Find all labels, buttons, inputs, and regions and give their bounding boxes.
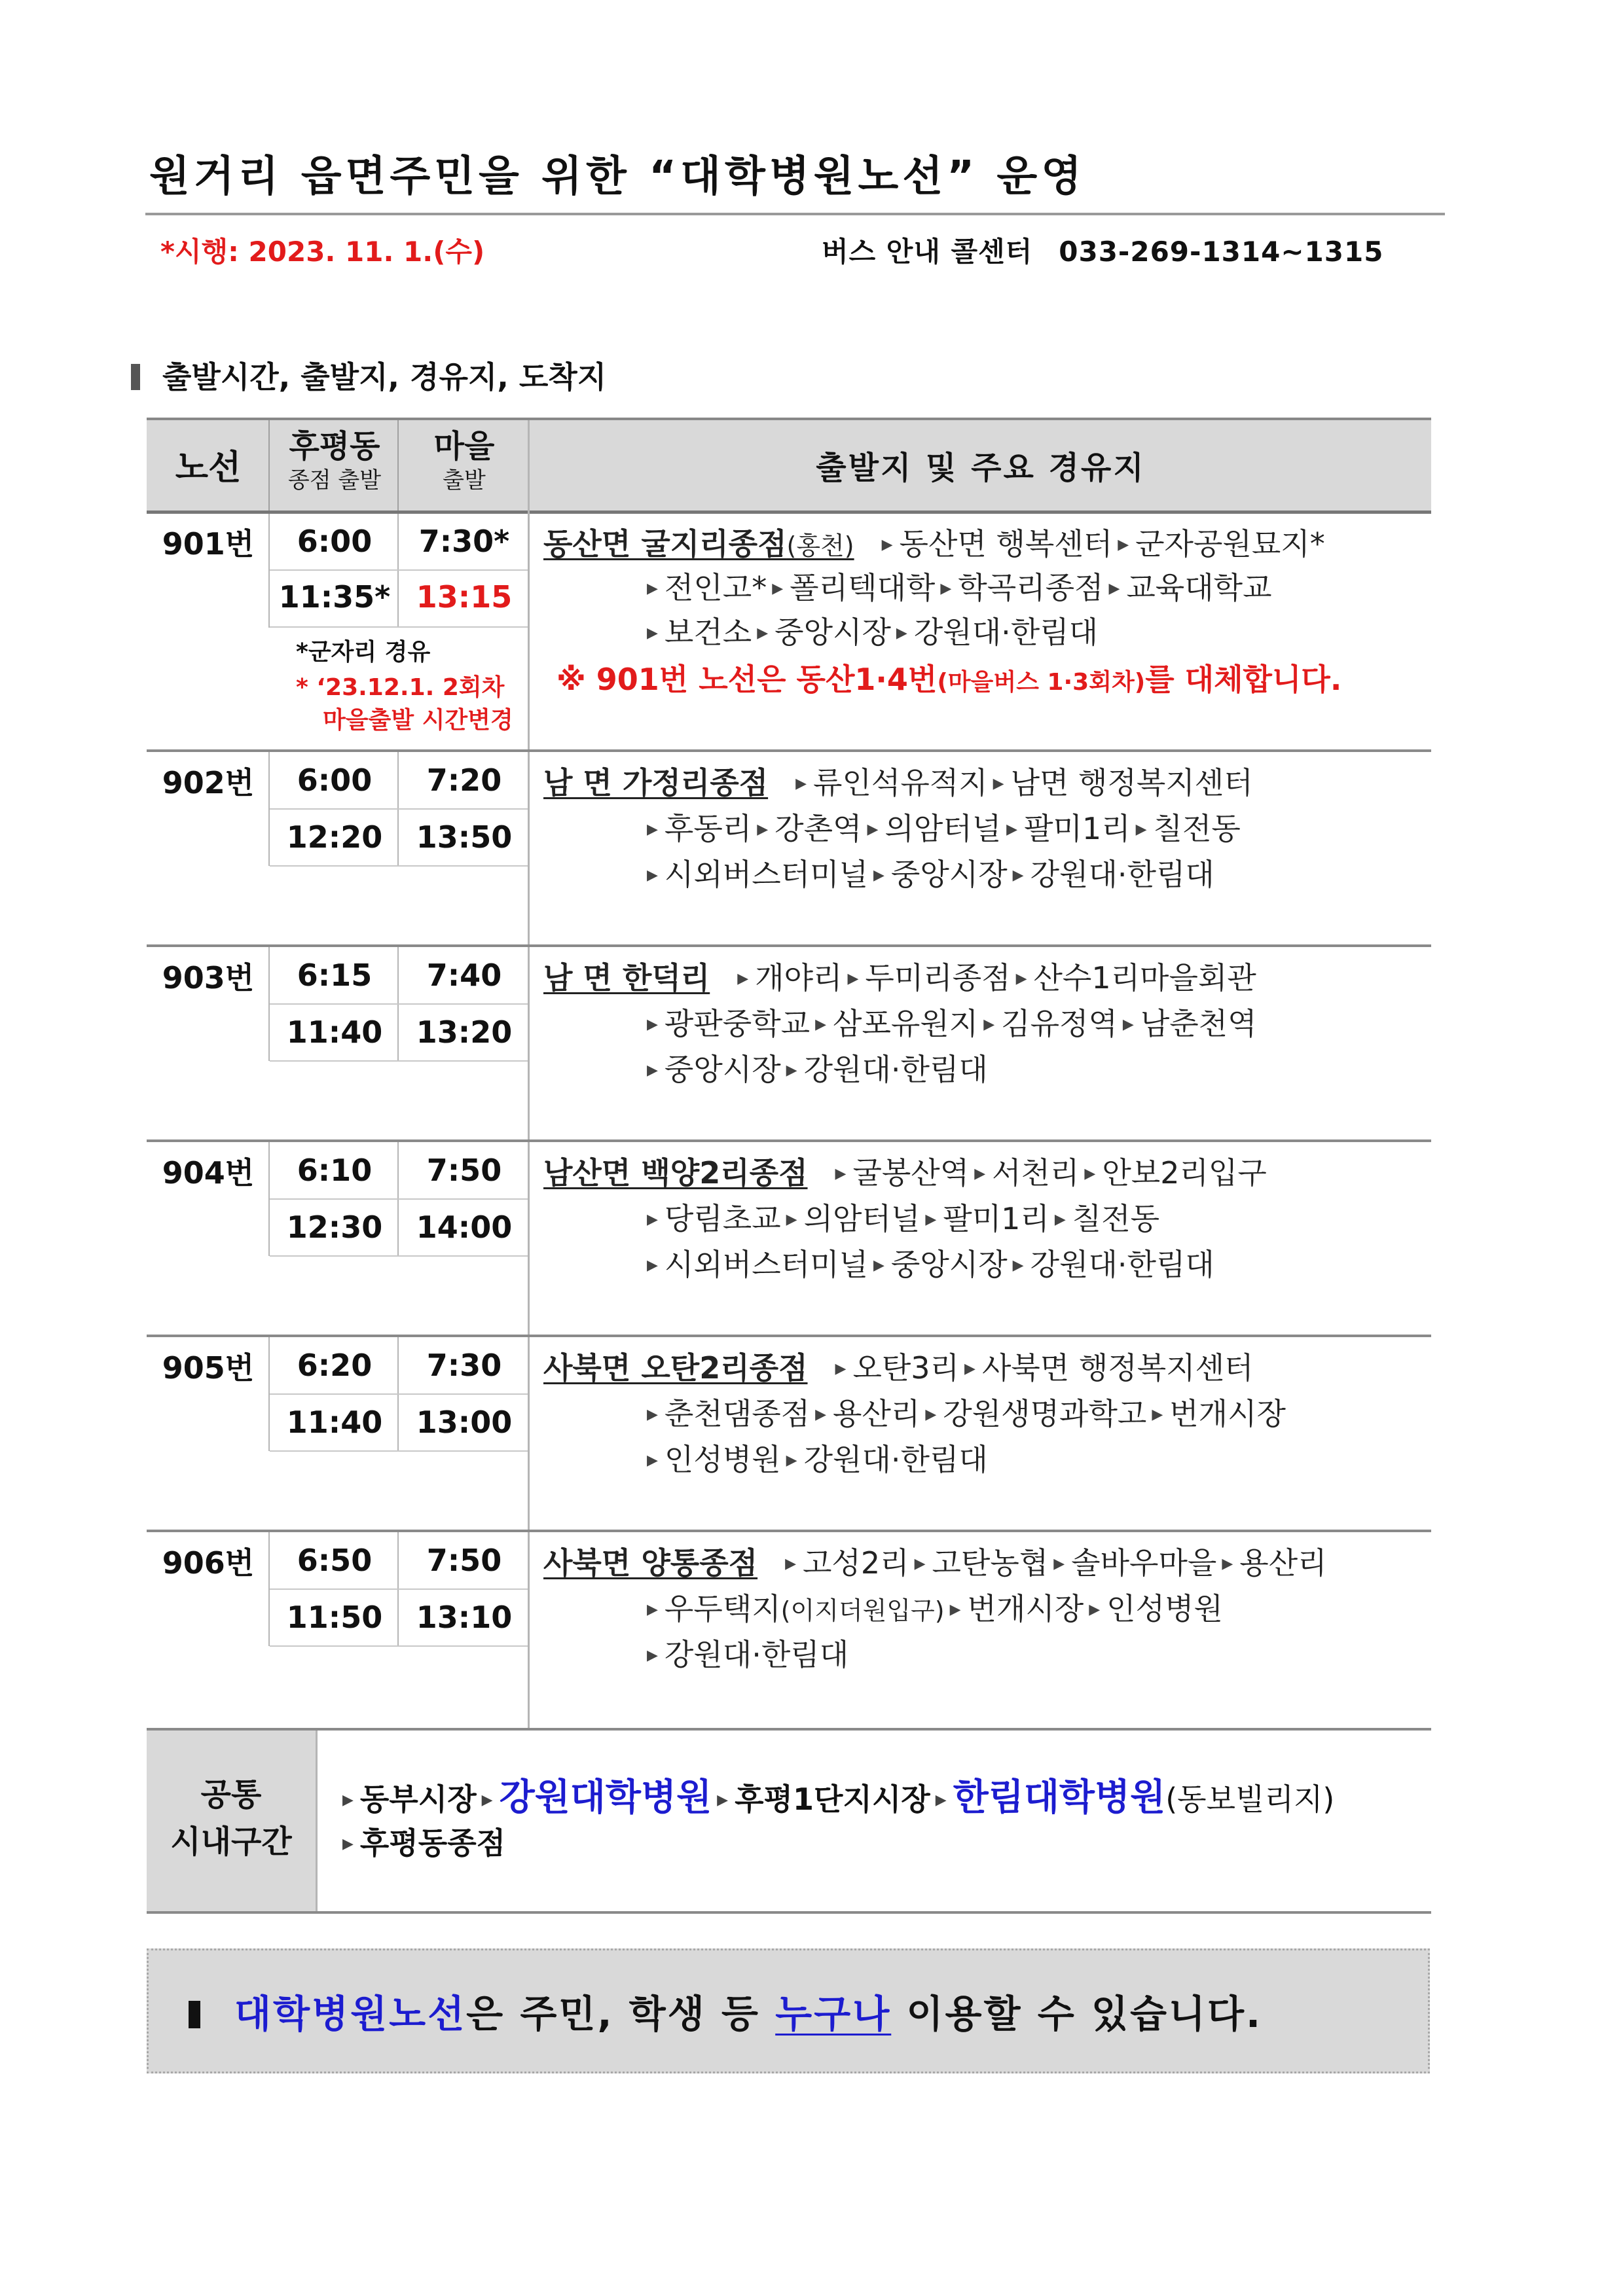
row-separator	[147, 1728, 1431, 1731]
arrow-icon: ▶	[983, 1016, 995, 1033]
stops-line	[543, 520, 1325, 564]
stop: 오탄3리	[852, 1350, 960, 1386]
stop: 동산면 행복센터	[899, 526, 1113, 562]
arrow-icon: ▶	[737, 971, 749, 987]
stop-suffix: (동보빌리지)	[1165, 1782, 1335, 1817]
stop: 남면 행정복지센터	[1010, 765, 1253, 800]
common-stops-line	[337, 1768, 1334, 1821]
stop: 남춘천역	[1140, 1006, 1257, 1041]
arrow-icon: ▶	[647, 867, 658, 884]
stops-line	[642, 1585, 1223, 1628]
arrow-icon: ▶	[974, 1166, 986, 1182]
header-hupyeong-sub: 종점 출발	[287, 467, 382, 493]
stop: 광판중학교	[664, 1006, 811, 1041]
route-note: *군자리 경유	[296, 639, 431, 666]
arrow-icon: ▶	[873, 1257, 884, 1274]
column-divider	[528, 420, 530, 1731]
stop: 굴봉산역	[852, 1155, 970, 1191]
page-title: 원거리 읍면주민을 위한 “대학병원노선” 운영	[149, 152, 1086, 201]
stop: 강원대·한림대	[803, 1442, 988, 1477]
departure-time: 13:20	[416, 1014, 513, 1050]
arrow-icon: ▶	[914, 1556, 926, 1572]
stop: 학곡리종점	[958, 570, 1104, 605]
arrow-icon: ▶	[757, 625, 769, 641]
time-cell-border	[270, 626, 528, 628]
stops-line	[642, 1046, 988, 1089]
arrow-icon: ▶	[647, 821, 658, 838]
stop: 중앙시장	[890, 857, 1008, 892]
arrow-icon: ▶	[1012, 867, 1024, 884]
stop: 강촌역	[775, 811, 862, 846]
stops-line	[543, 759, 1253, 802]
departure-time: 7:30	[426, 1348, 502, 1383]
departure-time: 13:00	[416, 1405, 513, 1440]
route-name: 903번	[162, 960, 255, 996]
time-cell-border	[270, 1393, 528, 1395]
header-village-main: 마을	[433, 428, 495, 465]
origin-stop: 사북면 양통종점	[543, 1545, 758, 1581]
stop: 의암터널	[803, 1201, 921, 1236]
effective-date: *시행: 2023. 11. 1.(수)	[160, 236, 485, 268]
arrow-icon: ▶	[786, 1062, 797, 1079]
departure-time: 14:00	[416, 1210, 513, 1245]
stop: 중앙시장	[775, 615, 891, 650]
footer-notice: 대학병원노선은 주민, 학생 등 누구나 이용할 수 있습니다.	[189, 1983, 1262, 2038]
departure-time: 13:50	[416, 819, 513, 855]
stops-line	[642, 851, 1214, 894]
stop: 사북면 행정복지센터	[981, 1350, 1254, 1386]
stop: 번개시장	[1169, 1396, 1286, 1431]
departure-time: 7:50	[426, 1543, 502, 1578]
section-heading	[131, 353, 606, 397]
arrow-icon: ▶	[835, 1361, 847, 1377]
arrow-icon: ▶	[1222, 1556, 1233, 1572]
stop: 팔미1리	[1024, 811, 1131, 846]
common-stops-line	[337, 1820, 505, 1863]
stop: 칠전동	[1153, 811, 1241, 846]
arrow-icon: ▶	[647, 581, 658, 597]
route-name: 906번	[162, 1545, 255, 1581]
arrow-icon: ▶	[1122, 1016, 1134, 1033]
stops-line	[642, 1000, 1257, 1043]
stops-line	[642, 1631, 848, 1674]
arrow-icon: ▶	[647, 1211, 658, 1228]
row-separator	[147, 1530, 1431, 1532]
stop: 전인고*	[664, 570, 767, 605]
stop: 강원대·한림대	[664, 1637, 849, 1672]
stop: 강원대·한림대	[803, 1052, 988, 1087]
arrow-icon: ▶	[835, 1166, 847, 1182]
stop: 후평1단지시장	[735, 1782, 930, 1817]
call-center-label: 버스 안내 콜센터	[822, 236, 1033, 268]
arrow-icon: ▶	[647, 1407, 658, 1423]
header-description: 출발지 및 주요 경유지	[816, 450, 1146, 486]
stops-line	[642, 564, 1272, 607]
arrow-icon: ▶	[867, 821, 879, 838]
bullet-bar-icon	[131, 364, 140, 390]
stop: 중앙시장	[664, 1052, 781, 1087]
stops-line	[642, 1436, 988, 1479]
stops-line	[642, 1195, 1159, 1238]
stop: 안보2리입구	[1102, 1155, 1267, 1191]
stop: 류인석유적지	[813, 765, 988, 800]
departure-time: 12:20	[286, 819, 383, 855]
stop: 용산리	[1239, 1545, 1327, 1581]
route-name: 901번	[162, 526, 255, 562]
stop: 칠전동	[1072, 1201, 1160, 1236]
arrow-icon: ▶	[1054, 1211, 1066, 1228]
route-name: 905번	[162, 1350, 255, 1386]
departure-time: 6:10	[297, 1153, 373, 1188]
origin-stop: 남산면 백양2리종점	[543, 1155, 808, 1191]
arrow-icon: ▶	[647, 1016, 658, 1033]
departure-time: 6:00	[297, 524, 373, 559]
stop: 중앙시장	[890, 1247, 1008, 1282]
arrow-icon: ▶	[896, 625, 907, 641]
column-divider	[268, 420, 270, 511]
arrow-icon: ▶	[647, 1062, 658, 1079]
time-cell-border	[270, 865, 528, 867]
arrow-icon: ▶	[772, 581, 784, 597]
time-cell-border	[270, 1588, 528, 1590]
arrow-icon: ▶	[1012, 1257, 1024, 1274]
origin-stop: 동산면 굴지리종점(홍천)	[543, 526, 854, 562]
call-center	[822, 230, 1383, 270]
departure-time: 11:40	[286, 1405, 383, 1440]
column-divider	[316, 1731, 318, 1911]
arrow-icon: ▶	[873, 867, 884, 884]
stop: 산수1리마을회관	[1033, 960, 1256, 996]
stops-line	[543, 1344, 1253, 1388]
stop: 강원대·한림대	[1030, 857, 1214, 892]
stop: 의암터널	[884, 811, 1002, 846]
stops-line	[642, 1241, 1214, 1284]
departure-time: 6:00	[297, 762, 373, 798]
stop: 보건소	[664, 615, 752, 650]
stop: 삼포유원지	[833, 1006, 979, 1041]
arrow-icon: ▶	[949, 1602, 961, 1618]
column-divider	[397, 420, 399, 511]
origin-stop: 남 면 한덕리	[543, 960, 710, 996]
arrow-icon: ▶	[757, 821, 769, 838]
stop: 고성2리	[803, 1545, 909, 1581]
arrow-icon: ▶	[647, 1647, 658, 1664]
header-route: 노선	[175, 448, 242, 488]
arrow-icon: ▶	[815, 1407, 827, 1423]
header-village	[399, 427, 529, 495]
call-center-number: 033-269-1314~1315	[1059, 236, 1384, 268]
arrow-icon: ▶	[940, 581, 952, 597]
arrow-icon: ▶	[785, 1556, 796, 1572]
hospital-stop: 한림대학병원	[953, 1776, 1166, 1819]
arrow-icon: ▶	[786, 1452, 797, 1469]
arrow-icon: ▶	[1053, 1556, 1065, 1572]
arrow-icon: ▶	[815, 1016, 827, 1033]
stop: 교육대학교	[1126, 570, 1272, 605]
time-cell-border	[270, 1450, 528, 1452]
departure-time: 13:10	[416, 1600, 513, 1635]
arrow-icon: ▶	[925, 1211, 937, 1228]
stop: 시외버스터미널	[664, 1247, 868, 1282]
departure-time: 7:30*	[418, 524, 510, 559]
stop: 팔미1리	[943, 1201, 1049, 1236]
row-separator	[147, 749, 1431, 752]
stop: 후동리	[664, 811, 752, 846]
departure-time-changed: 13:15	[416, 579, 513, 615]
time-cell-border	[270, 569, 528, 571]
arrow-icon: ▶	[1089, 1602, 1101, 1618]
arrow-icon: ▶	[1015, 971, 1027, 987]
arrow-icon: ▶	[1084, 1166, 1096, 1182]
header-hupyeong	[271, 427, 398, 495]
stop: 인성병원	[664, 1442, 781, 1477]
time-cell-border	[270, 1003, 528, 1005]
arrow-icon: ▶	[647, 1452, 658, 1469]
arrow-icon: ▶	[847, 971, 859, 987]
stop: 강원대·한림대	[1030, 1247, 1214, 1282]
arrow-icon: ▶	[1108, 581, 1120, 597]
stop: 강원대·한림대	[913, 615, 1099, 650]
departure-time: 7:50	[426, 1153, 502, 1188]
time-cell-border	[270, 1198, 528, 1200]
common-section-label: 공통 시내구간	[170, 1776, 292, 1860]
time-cell-border	[270, 1060, 528, 1062]
departure-time: 6:15	[297, 958, 373, 993]
route-note: 마을출발 시간변경	[323, 707, 513, 734]
arrow-icon: ▶	[1152, 1407, 1163, 1423]
arrow-icon: ▶	[881, 537, 893, 553]
route-name: 902번	[162, 765, 255, 800]
origin-stop: 남 면 가정리종점	[543, 765, 769, 800]
departure-time: 11:40	[286, 1014, 383, 1050]
route-note: * ‘23.12.1. 2회차	[296, 674, 505, 701]
arrow-icon: ▶	[481, 1792, 493, 1808]
row-separator	[147, 1335, 1431, 1337]
origin-stop: 사북면 오탄2리종점	[543, 1350, 808, 1386]
departure-time: 6:50	[297, 1543, 373, 1578]
replacement-notice: ※ 901번 노선은 동산1·4번(마을버스 1·3회차)를 대체합니다.	[556, 662, 1342, 697]
arrow-icon: ▶	[1135, 821, 1147, 838]
stop: 용산리	[833, 1396, 921, 1431]
arrow-icon: ▶	[647, 1602, 658, 1618]
stops-line	[642, 1390, 1286, 1433]
arrow-icon: ▶	[795, 776, 807, 792]
departure-time: 6:20	[297, 1348, 373, 1383]
stop: 동부시장	[359, 1782, 477, 1817]
stops-line	[543, 1149, 1267, 1193]
stop: 개야리	[755, 960, 843, 996]
stops-line	[543, 954, 1256, 997]
stop: 우두택지(이지더원입구)	[664, 1591, 945, 1626]
stop: 군자공원묘지*	[1135, 526, 1325, 562]
stop: 후평동종점	[359, 1825, 506, 1861]
stop: 당림초교	[664, 1201, 781, 1236]
row-separator	[147, 1139, 1431, 1142]
stop: 인성병원	[1106, 1591, 1223, 1626]
arrow-icon: ▶	[647, 1257, 658, 1274]
stop: 서천리	[992, 1155, 1080, 1191]
hospital-stop: 강원대학병원	[499, 1776, 712, 1819]
departure-time: 7:40	[426, 958, 502, 993]
arrow-icon: ▶	[342, 1792, 354, 1808]
header-village-sub: 출발	[443, 467, 486, 493]
arrow-icon: ▶	[1118, 537, 1129, 553]
bullet-square-icon	[189, 2001, 200, 2028]
time-cell-border	[270, 808, 528, 810]
arrow-icon: ▶	[964, 1361, 976, 1377]
title-divider	[145, 213, 1445, 215]
time-cell-border	[270, 1645, 528, 1647]
row-separator	[147, 944, 1431, 947]
arrow-icon: ▶	[1006, 821, 1018, 838]
time-cell-border	[270, 1255, 528, 1257]
stop: 강원생명과학고	[943, 1396, 1147, 1431]
stop: 두미리종점	[865, 960, 1011, 996]
departure-time: 11:35*	[278, 579, 391, 615]
stops-line	[642, 805, 1241, 848]
section-title: 출발시간, 출발지, 경유지, 도착지	[162, 359, 607, 395]
departure-time: 7:20	[426, 762, 502, 798]
header-divider	[147, 511, 1431, 514]
stops-line	[642, 609, 1098, 652]
stop: 시외버스터미널	[664, 857, 868, 892]
stop: 번개시장	[967, 1591, 1084, 1626]
arrow-icon: ▶	[717, 1792, 729, 1808]
stop: 폴리텍대학	[790, 570, 936, 605]
arrow-icon: ▶	[925, 1407, 937, 1423]
stop: 김유정역	[1001, 1006, 1118, 1041]
route-name: 904번	[162, 1155, 255, 1191]
arrow-icon: ▶	[993, 776, 1004, 792]
arrow-icon: ▶	[935, 1792, 947, 1808]
arrow-icon: ▶	[786, 1211, 797, 1228]
arrow-icon: ▶	[647, 625, 658, 641]
table-bottom-border	[147, 1911, 1431, 1914]
departure-time: 12:30	[286, 1210, 383, 1245]
arrow-icon: ▶	[342, 1836, 354, 1852]
stop: 춘천댐종점	[664, 1396, 811, 1431]
departure-time: 11:50	[286, 1600, 383, 1635]
stop: 솔바우마을	[1071, 1545, 1217, 1581]
stops-line	[543, 1539, 1327, 1583]
stop: 고탄농협	[932, 1545, 1049, 1581]
header-hupyeong-main: 후평동	[289, 428, 380, 465]
